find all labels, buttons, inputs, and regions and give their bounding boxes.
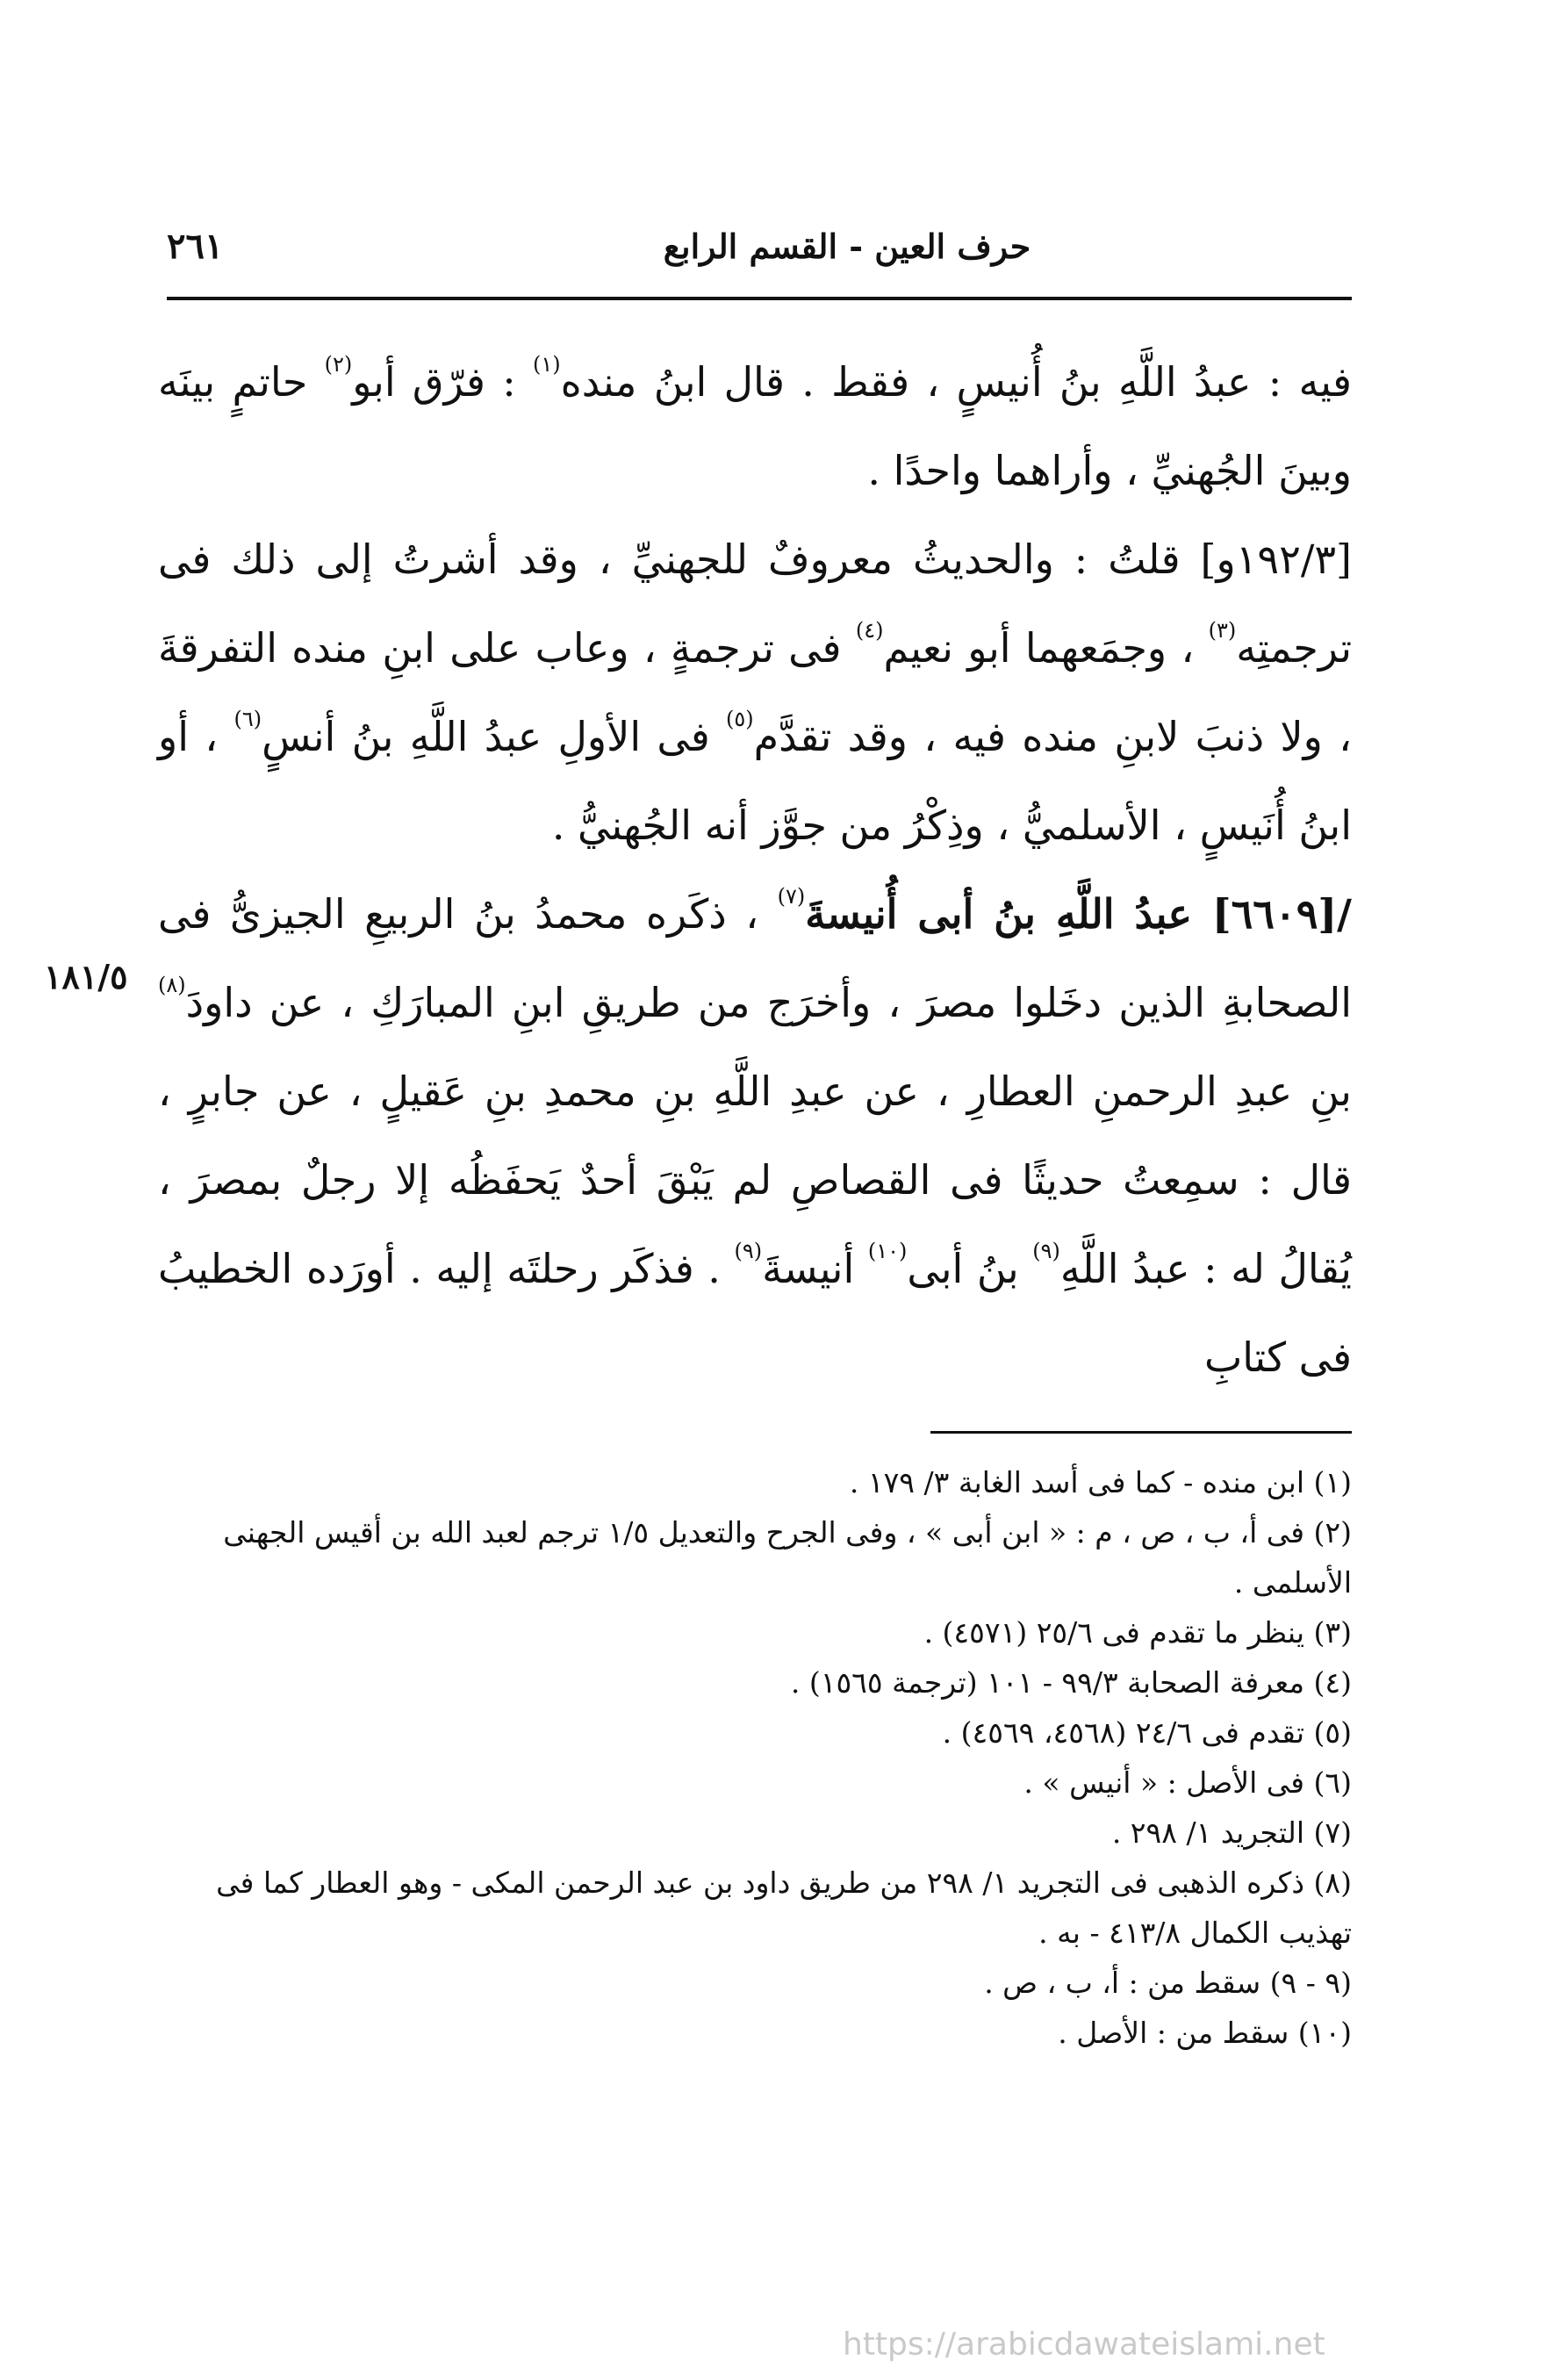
text-run: ، أو ابنُ أُنَيسٍ ، الأسلميُّ ، وذِكْرُ من جوَّز أنه الجُهنيُّ . [158, 713, 1352, 849]
header-rule [167, 297, 1352, 300]
margin-note: ١٨١/٥ [44, 957, 128, 996]
footnote: (٦) فى الأصل : « أنيس » . [1023, 1765, 1352, 1800]
footnote: (٥) تقدم فى ٢٤/٦ (٤٥٦٨، ٤٥٦٩) . [942, 1715, 1352, 1750]
text-run: أنيسةَ [762, 1245, 868, 1292]
footnote: (١٠) سقط من : الأصل . [1058, 2016, 1352, 2050]
text-run: فيه : عبدُ اللَّهِ بنُ أُنيسٍ ، فقط . قال ابنُ منده [560, 358, 1352, 406]
footnote: (٣) ينظر ما تقدم فى ٢٥/٦ (٤٥٧١) . [923, 1615, 1352, 1650]
footnote-ref: (٦) [233, 707, 262, 731]
footnote-ref: (٩) [1032, 1239, 1060, 1263]
paragraph-2 [158, 515, 1352, 870]
footnote-ref: (٣) [1208, 618, 1237, 643]
text-run: فى الأولِ عبدُ اللَّهِ بنُ أنسٍ [262, 713, 727, 760]
footnotes [158, 1457, 1352, 2058]
text-run: ، وجمَعهما أبو نعيم [883, 624, 1209, 672]
footnote-ref: (٢) [324, 352, 353, 377]
footnote: (١) ابن منده - كما فى أسد الغابة ٣/ ١٧٩ . [849, 1465, 1352, 1499]
body-text [158, 338, 1352, 1402]
page-header [167, 215, 1352, 277]
entry-heading: /[٦٦٠٩] عبدُ اللَّهِ بنُ أبى أُنيسةَ [805, 890, 1352, 938]
footnote: (٩ - ٩) سقط من : أ، ب ، ص . [984, 1966, 1352, 2000]
footnote: (٨) ذكره الذهبى فى التجريد ١/ ٢٩٨ من طريق داود بن عبد الرحمن المكى - وهو العطار كما فى تهذيب الكمال ٤١٣/٨ - به . [216, 1866, 1352, 1950]
paragraph-1 [158, 338, 1352, 515]
footnote-ref: (١) [533, 352, 561, 377]
watermark: https://arabicdawateislami.net [843, 2326, 1325, 2362]
text-run: : فرّق أبو [352, 358, 534, 406]
paragraph-3 [158, 870, 1352, 1402]
footnote: (٧) التجريد ١/ ٢٩٨ . [1111, 1816, 1352, 1850]
footnote-ref: (٩) [734, 1239, 763, 1263]
footnote-ref: (١٠) [867, 1239, 908, 1263]
text-run: [١٩٢/٣و] قلتُ : والحديثُ معروفٌ للجهنيِّ ، وقد أشرتُ إلى ذلك فى ترجمتِه [158, 536, 1352, 672]
text-run: بنُ أبى [907, 1245, 1033, 1292]
footnote-ref: (٨) [158, 973, 186, 997]
footnote: (٤) معرفة الصحابة ٩٩/٣ - ١٠١ (ترجمة ١٥٦٥) . [790, 1665, 1352, 1700]
footnote-ref: (٤) [855, 618, 884, 643]
footnote-rule [930, 1431, 1352, 1434]
text-run: حاتمٍ بينَه وبينَ الجُهنيِّ ، وأراهما واحدًا . [158, 358, 1352, 494]
footnote-ref: (٧) [777, 884, 806, 909]
text-run: ، ذكَره محمدُ بنُ الربيعِ الجيزىُّ فى الصحابةِ الذين دخَلوا مصرَ ، وأخرَج من طريقِ ابنِ المبارَكِ ، عن داودَ [158, 890, 1352, 1026]
footnote-ref: (٥) [726, 707, 754, 731]
page-number: ٢٦١ [167, 225, 224, 267]
text-run: فى ترجمةٍ ، وعاب على ابنِ منده التفرقةَ ، ولا ذنبَ لابنِ منده فيه ، وقد تقدَّم [158, 624, 1353, 760]
text-run: . فذكَر رحلتَه إليه . أورَده الخطيبُ فى كتابِ [158, 1245, 1352, 1381]
running-title: حرف العين - القسم الرابع [663, 226, 1031, 266]
text-run: بنِ عبدِ الرحمنِ العطارِ ، عن عبدِ اللَّهِ بنِ محمدِ بنِ عَقيلٍ ، عن جابرٍ ، قال : سمِعتُ حديثًا فى القصاصِ لم يَبْقَ أحدٌ يَحفَظُه إلا رجلٌ بمصرَ ، يُقالُ له : عبدُ اللَّهِ [158, 1068, 1352, 1292]
footnote: (٢) فى أ، ب ، ص ، م : « ابن أبى » ، وفى الجرح والتعديل ١/٥ ترجم لعبد الله بن أقيس الجهنى الأسلمى . [223, 1515, 1352, 1600]
